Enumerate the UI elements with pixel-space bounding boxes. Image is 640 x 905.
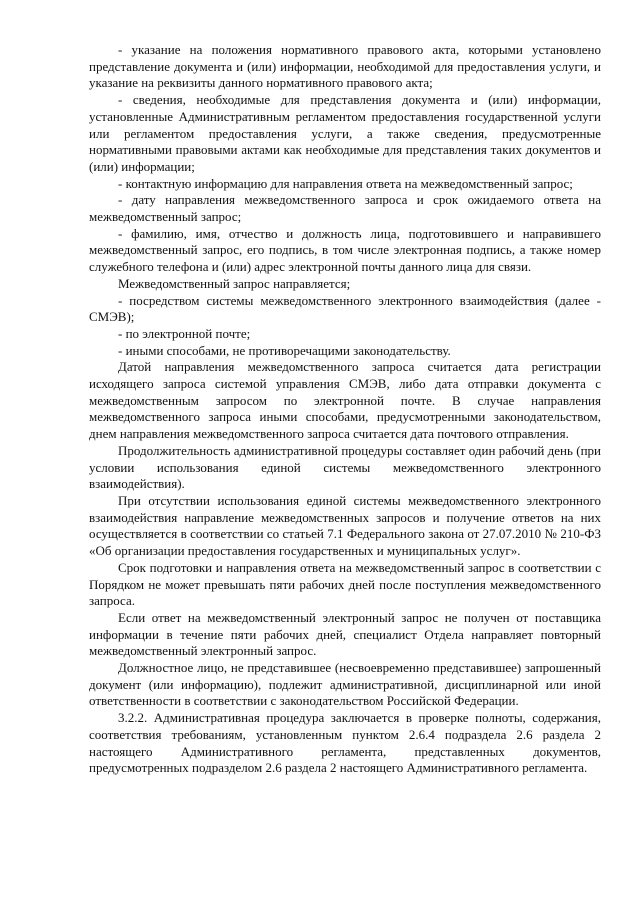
paragraph-responsibility: Должностное лицо, не представившее (несвоевременно представившее) запрошенный документ (или информацию), подлежит административной, дисциплинарной или иной ответственности в соответствии с законодательством Российской Федерации.: [89, 660, 601, 709]
paragraph-repeat-request: Если ответ на межведомственный электронный запрос не получен от поставщика информации в течение пяти рабочих дней, специалист Отдела направляет повторный межведомственный электронный запрос.: [89, 609, 601, 659]
paragraph-requirement-legal-act: - указание на положения нормативного правового акта, которыми установлено представление документа и (или) информации, необходимой для предоставления услуги, и указание на реквизиты данного нормативного правового акта;: [89, 42, 601, 91]
paragraph-duration: Продолжительность административной процедуры составляет один рабочий день (при условии использования единой системы межведомственного электронного взаимодействия).: [89, 442, 601, 492]
paragraph-requirement-date: - дату направления межведомственного запроса и срок ожидаемого ответа на межведомственный запрос;: [89, 192, 601, 225]
paragraph-sending-intro: Межведомственный запрос направляется;: [118, 275, 351, 291]
paragraph-no-smev: При отсутствии использования единой системы межведомственного электронного взаимодействия направление межведомственных запросов и получение ответов на них осуществляется в соответствии со статьей 7.1 Федерального закона от 27.07.2010 № 210-ФЗ «Об организации предоставления государственных и муниципальных услуг».: [89, 492, 601, 559]
paragraph-requirement-contact: - контактную информацию для направления ответа на межведомственный запрос;: [118, 175, 573, 191]
paragraph-requirement-signer: - фамилию, имя, отчество и должность лица, подготовившего и направившего межведомственный запрос, его подпись, в том числе электронная подпись, а также номер служебного телефона и (или) адрес электронной почты данного лица для связи.: [89, 225, 601, 275]
paragraph-requirement-information: - сведения, необходимые для представления документа и (или) информации, установленные Административным регламентом предоставления государственной услуги или регламентом предоставления услуги, а также сведения, предусмотренные нормативными правовыми актами как необходимые для представления таких документов и (или) информации;: [89, 92, 601, 174]
paragraph-request-date: Датой направления межведомственного запроса считается дата регистрации исходящего запроса системой управления СМЭВ, либо дата отправки документа с межведомственным запросом по электронной почте. В случае направления межведомственного запроса иными способами, предусмотренными законодательством, днем направления межведомственного запроса считается дата почтового отправления.: [89, 359, 601, 442]
paragraph-section-3-2-2: 3.2.2. Административная процедура заключается в проверке полноты, содержания, соответствия требованиям, установленным пунктом 2.6.4 подраздела 2.6 раздела 2 настоящего Административного регламента, представленных документов, предусмотренных подразделом 2.6 раздела 2 настоящего Административного регламента.: [89, 710, 601, 776]
paragraph-sending-smev: - посредством системы межведомственного электронного взаимодействия (далее - СМЭВ);: [89, 292, 601, 325]
paragraph-sending-email: - по электронной почте;: [118, 325, 251, 341]
document-page: [89, 42, 601, 777]
paragraph-response-term: Срок подготовки и направления ответа на межведомственный запрос в соответствии с Порядком не может превышать пяти рабочих дней после поступления межведомственного запроса.: [89, 559, 601, 609]
paragraph-sending-other: - иными способами, не противоречащими законодательству.: [118, 342, 451, 358]
